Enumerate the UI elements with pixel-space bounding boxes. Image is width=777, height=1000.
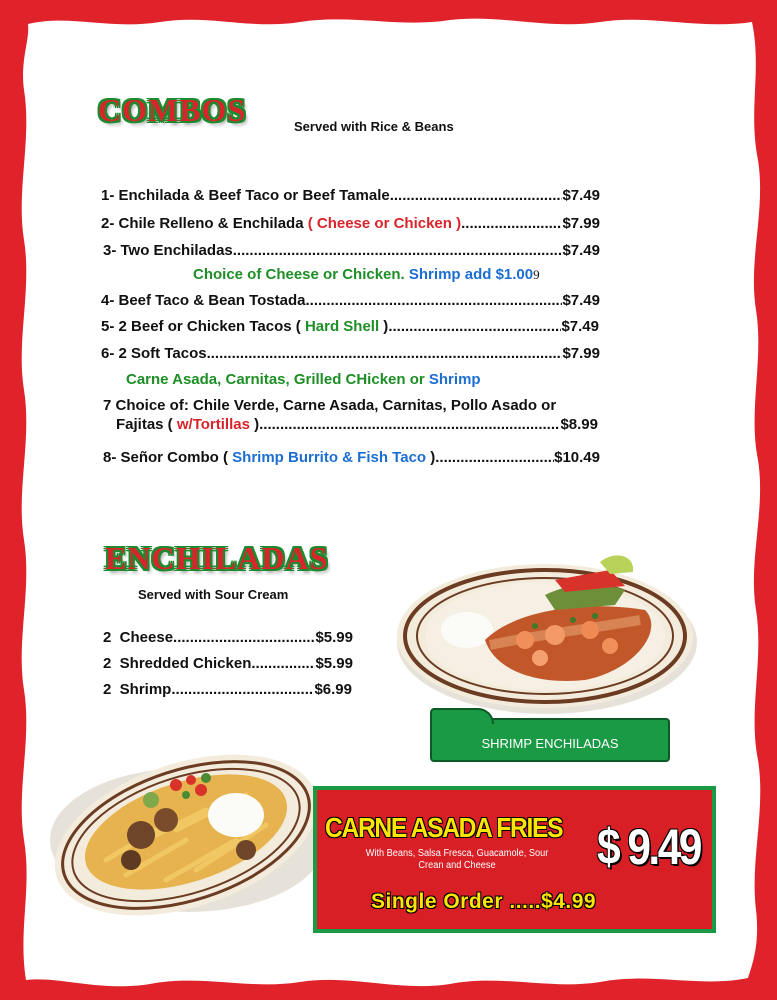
enchilada-item-label: 2 Shredded Chicken bbox=[103, 655, 252, 672]
combo-item-option: Shrimp Burrito & Fish Taco bbox=[232, 449, 427, 466]
shrimp-enchiladas-photo bbox=[395, 540, 700, 720]
combo-item-price: $8.99 bbox=[560, 416, 598, 433]
enchiladas-subtitle: Served with Sour Cream bbox=[138, 587, 289, 602]
combo-item-label: 3- Two Enchiladas bbox=[103, 242, 233, 259]
combo-item-price: $7.49 bbox=[561, 318, 599, 335]
combos-subtitle: Served with Rice & Beans bbox=[294, 119, 454, 134]
note-fillings: Carne Asada, Carnitas, Grilled CHicken or bbox=[126, 371, 429, 388]
promo-title: CARNE ASADA FRIES bbox=[325, 812, 563, 843]
combo-item-1 bbox=[101, 187, 600, 204]
combo-item-label: 7 Choice of: Chile Verde, Carne Asada, Carnitas, Pollo Asado or bbox=[103, 397, 557, 414]
combo-item-price: $7.99 bbox=[562, 345, 600, 362]
combo-item-label: 8- Señor Combo ( bbox=[103, 449, 233, 466]
combo-6-note bbox=[126, 371, 481, 388]
combo-item-7-line2 bbox=[116, 416, 598, 433]
combo-item-price: $7.49 bbox=[562, 242, 600, 259]
combo-item-3 bbox=[103, 242, 600, 259]
combo-item-option: w/Tortillas bbox=[176, 416, 250, 433]
combo-item-price: $10.49 bbox=[554, 449, 600, 466]
combos-heading: COMBOS bbox=[98, 92, 247, 128]
enchilada-item-price: $5.99 bbox=[315, 629, 353, 646]
combo-item-label: 4- Beef Taco & Bean Tostada bbox=[101, 292, 306, 309]
combo-item-price: $7.99 bbox=[562, 215, 600, 232]
combo-item-price: $7.49 bbox=[562, 187, 600, 204]
combo-item-price: $7.49 bbox=[562, 292, 600, 309]
enchilada-item-label: 2 Shrimp bbox=[103, 681, 172, 698]
combo-item-2 bbox=[101, 215, 600, 232]
combo-item-paren: ) bbox=[379, 318, 389, 335]
combo-item-paren: ) bbox=[249, 416, 260, 433]
combo-item-label: 2- Chile Relleno & Enchilada bbox=[101, 215, 308, 232]
carne-asada-fries-promo bbox=[313, 786, 716, 933]
combo-item-5 bbox=[101, 318, 599, 335]
single-order-label: Single Order ..... bbox=[371, 890, 542, 913]
enchilada-item-2 bbox=[103, 655, 353, 672]
combo-item-paren: ) bbox=[426, 449, 436, 466]
combo-item-7-line1 bbox=[103, 397, 556, 414]
combo-3-note bbox=[193, 266, 540, 283]
enchilada-item-3 bbox=[103, 681, 352, 698]
caption-text: SHRIMP ENCHILADAS bbox=[481, 735, 619, 751]
combo-item-6 bbox=[101, 345, 600, 362]
enchilada-item-price: $6.99 bbox=[314, 681, 352, 698]
promo-description: With Beans, Salsa Fresca, Guacamole, Sour Crean and Cheese bbox=[365, 848, 549, 871]
carne-asada-fries-photo bbox=[46, 740, 331, 925]
shrimp-enchiladas-caption bbox=[430, 718, 670, 762]
promo-single-order bbox=[371, 890, 596, 914]
combo-item-label: 1- Enchilada & Beef Taco or Beef Tamale bbox=[101, 187, 390, 204]
combo-item-4 bbox=[101, 292, 600, 309]
single-order-price: $4.99 bbox=[541, 890, 597, 913]
enchilada-item-label: 2 Cheese bbox=[103, 629, 174, 646]
note-choice: Choice of Cheese or Chicken. bbox=[193, 266, 409, 283]
enchiladas-heading: ENCHILADAS bbox=[105, 540, 329, 576]
enchilada-item-price: $5.99 bbox=[315, 655, 353, 672]
combo-item-label: 6- 2 Soft Tacos bbox=[101, 345, 207, 362]
combo-item-option: Hard Shell bbox=[304, 318, 380, 335]
combo-item-option: ( Cheese or Chicken ) bbox=[307, 215, 462, 232]
combo-item-label: Fajitas ( bbox=[116, 416, 177, 433]
note-tail: 9 bbox=[533, 267, 540, 282]
note-shrimp-add: Shrimp add $1.00 bbox=[408, 266, 534, 283]
combo-item-8 bbox=[103, 449, 600, 466]
combo-item-label: 5- 2 Beef or Chicken Tacos ( bbox=[101, 318, 305, 335]
promo-price: $ 9.49 bbox=[597, 819, 700, 875]
note-shrimp: Shrimp bbox=[428, 371, 481, 388]
enchilada-item-1 bbox=[103, 629, 353, 646]
